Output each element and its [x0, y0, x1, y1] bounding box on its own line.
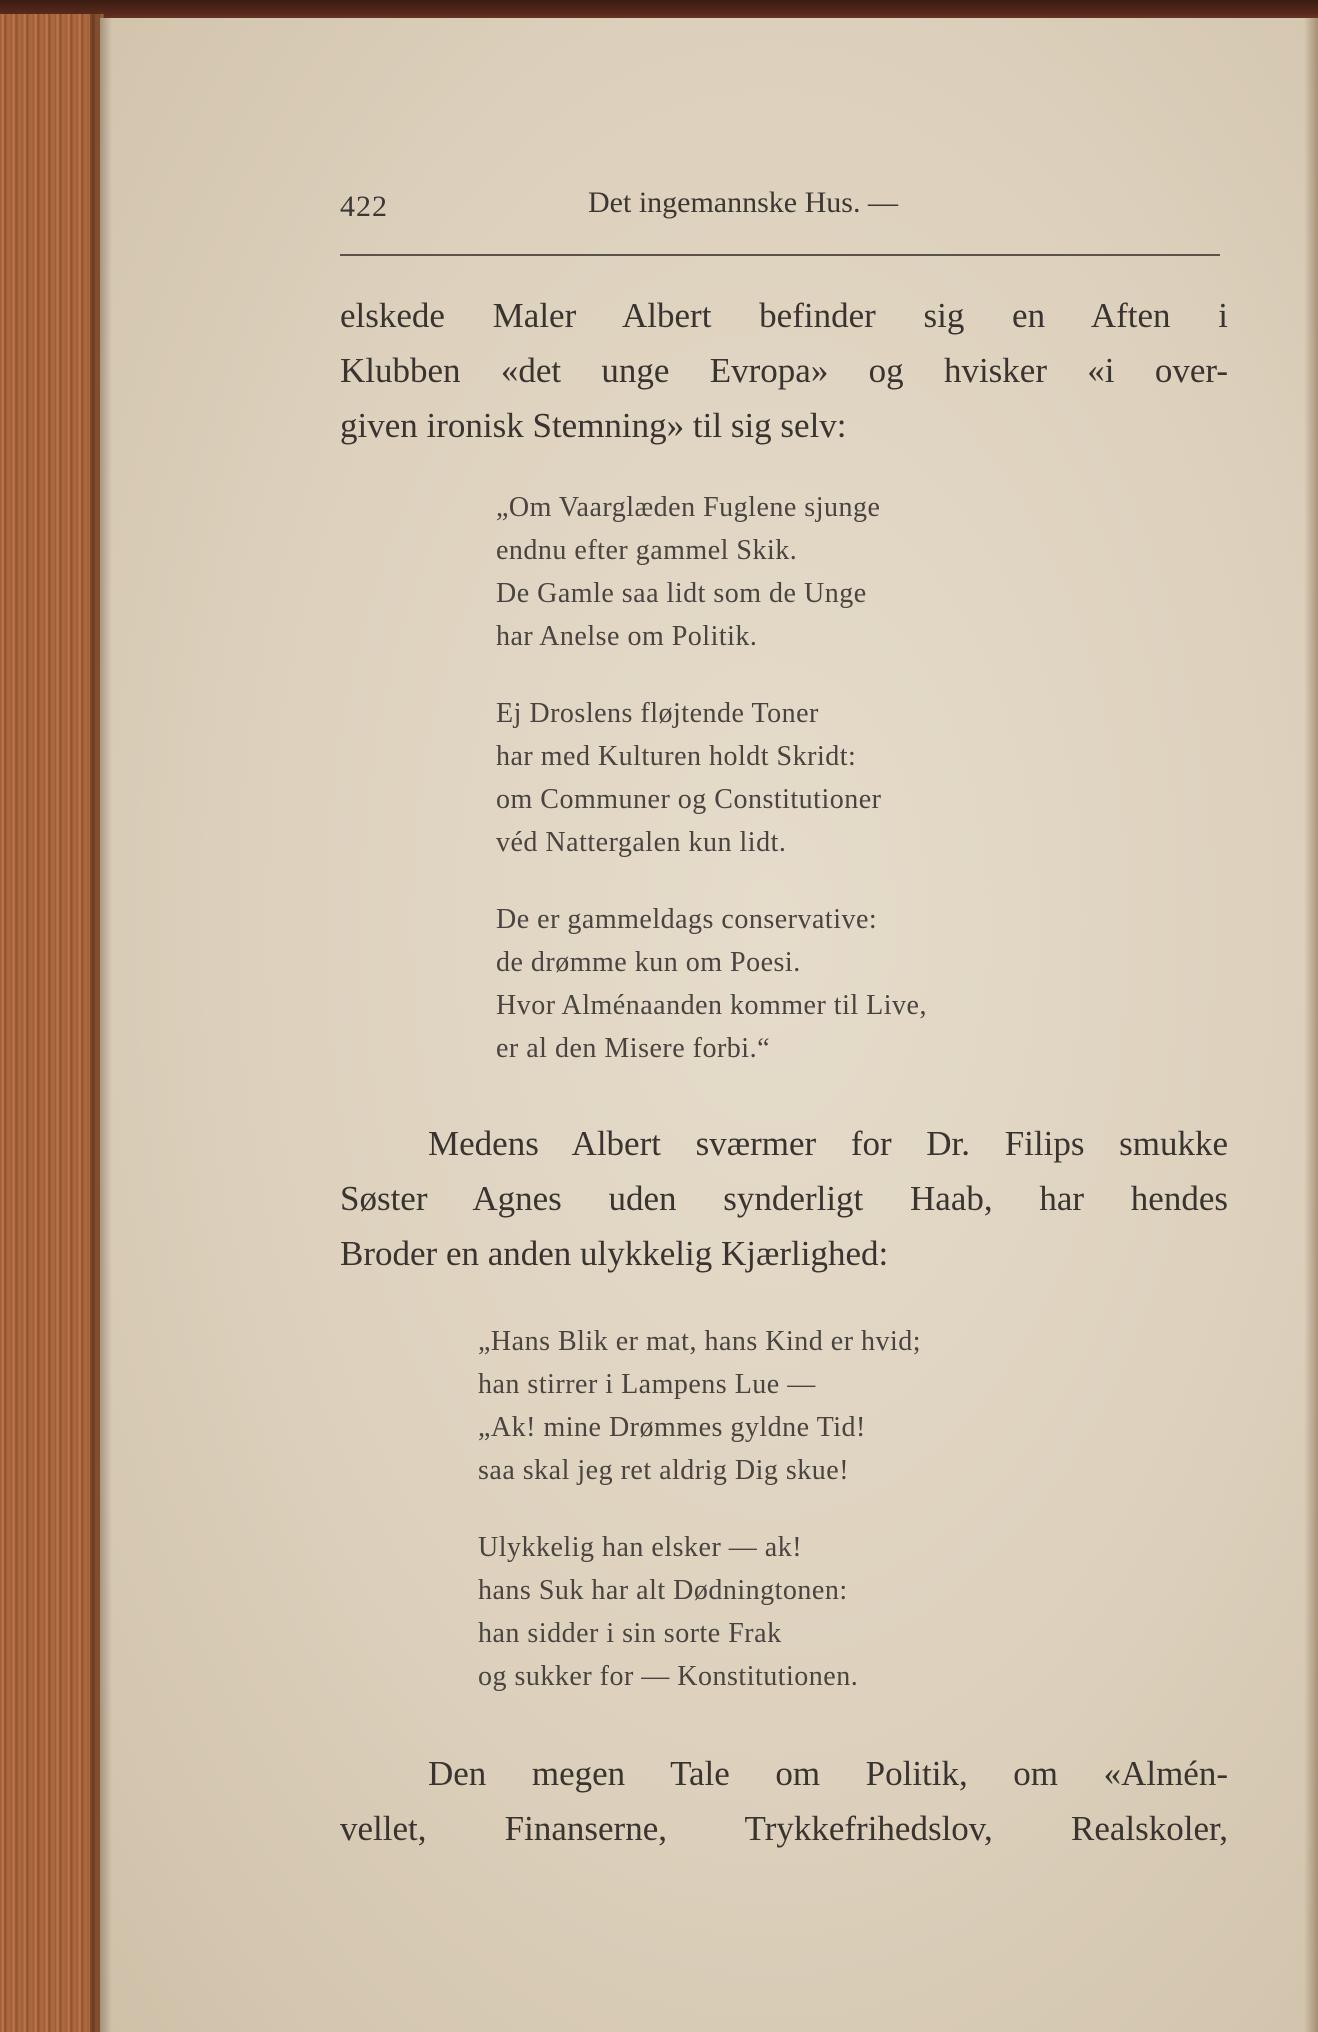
verse-line: har Anelse om Politik. — [496, 621, 758, 652]
poem-stanza — [496, 486, 927, 658]
verse-line: han stirrer i Lampens Lue — — [478, 1369, 816, 1400]
page-number: 422 — [340, 190, 388, 223]
verse-line: har med Kulturen holdt Skridt: — [496, 741, 857, 772]
verse-line: „Ak! mine Drømmes gyldne Tid! — [478, 1412, 866, 1443]
verse-line: om Communer og Constitutioner — [496, 784, 882, 815]
verse-line: De er gammeldags conservative: — [496, 904, 878, 935]
text-line: vellet, Finanserne, Trykkefrihedslov, Realskoler, — [340, 1809, 1228, 1848]
gutter-shadow — [90, 14, 112, 2032]
text-line: Broder en anden ulykkelig Kjærlighed: — [340, 1234, 889, 1273]
poem-1 — [496, 486, 927, 1104]
verse-line: Ulykkelig han elsker — ak! — [478, 1532, 803, 1563]
paragraph-1 — [340, 288, 1228, 453]
verse-line: han sidder i sin sorte Frak — [478, 1618, 782, 1649]
poem-stanza — [496, 692, 927, 864]
book-page-edges — [0, 14, 104, 2032]
paragraph-2 — [340, 1116, 1228, 1281]
poem-stanza — [496, 898, 927, 1070]
verse-line: De Gamle saa lidt som de Unge — [496, 578, 867, 609]
poem-stanza — [478, 1526, 921, 1698]
header-rule — [340, 254, 1220, 256]
text-line: Medens Albert sværmer for Dr. Filips smukke — [428, 1124, 1228, 1163]
text-line: given ironisk Stemning» til sig selv: — [340, 406, 847, 445]
verse-line: Hvor Alménaanden kommer til Live, — [496, 990, 927, 1021]
running-head: Det ingemannske Hus. — — [588, 186, 898, 219]
verse-line: véd Nattergalen kun lidt. — [496, 827, 787, 858]
verse-line: endnu efter gammel Skik. — [496, 535, 798, 566]
verse-line: „Hans Blik er mat, hans Kind er hvid; — [478, 1326, 922, 1357]
verse-line: Ej Droslens fløjtende Toner — [496, 698, 819, 729]
verse-line: hans Suk har alt Dødningtonen: — [478, 1575, 848, 1606]
verse-line: de drømme kun om Poesi. — [496, 947, 801, 978]
paragraph-3 — [340, 1746, 1228, 1856]
verse-line: saa skal jeg ret aldrig Dig skue! — [478, 1455, 850, 1486]
page-header — [340, 182, 1220, 232]
text-line: Den megen Tale om Politik, om «Almén- — [428, 1754, 1228, 1793]
poem-2 — [478, 1320, 921, 1732]
verse-line: og sukker for — Konstitutionen. — [478, 1661, 859, 1692]
text-line: elskede Maler Albert befinder sig en Aften i — [340, 296, 1228, 335]
page-right-edge — [1304, 18, 1318, 2032]
verse-line: „Om Vaarglæden Fuglene sjunge — [496, 492, 881, 523]
poem-stanza — [478, 1320, 921, 1492]
text-line: Søster Agnes uden synderligt Haab, har hendes — [340, 1179, 1228, 1218]
text-line: Klubben «det unge Evropa» og hvisker «i over- — [340, 351, 1228, 390]
verse-line: er al den Misere forbi.“ — [496, 1033, 770, 1064]
